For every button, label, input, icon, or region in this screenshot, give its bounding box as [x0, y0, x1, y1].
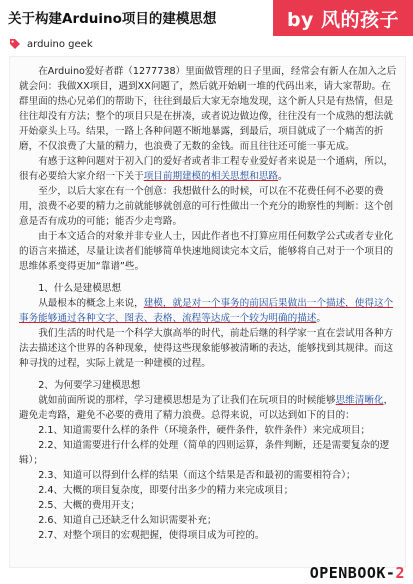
logo-text: OPENBOOK- [309, 564, 396, 582]
logo-number: 2 [395, 564, 405, 582]
list-item: 2.1、知道需要什么样的条件（环境条件，硬件条件，软件条件）来完成项目； [38, 425, 371, 436]
section-2-heading: 2、为何要学习建模思想 [38, 380, 141, 391]
list-item: 2.3、知道可以得到什么样的结果（而这个结果是否和最初的需要相符合）； [38, 470, 356, 481]
paragraph-motivation [19, 154, 398, 184]
paragraph-motivation-end: 。 [278, 171, 288, 182]
openbook-logo [310, 564, 405, 582]
section-1-definition [19, 296, 398, 326]
tag-icon [9, 38, 21, 50]
article-header [0, 0, 413, 52]
highlight-clear-thinking: 思维清晰化 [335, 395, 384, 406]
paragraph-audience: 由于本文适合的对象并非专业人士，因此作者也不打算应用任何数学公式或者专业化的语言来描述，尽量让读者们能够简单快速地阅读完本文后，能够将自己对于一个项目的思维体系变得更加“靠谱”些。 [19, 231, 394, 272]
list-item: 2.2、知道需要进行什么样的处理（简单的四则运算，条件判断，还是需要复杂的逻辑）； [19, 440, 390, 466]
goals-list [19, 423, 398, 543]
list-item: 2.7、对整个项目的宏观把握，使得项目成为可控的。 [38, 530, 265, 541]
section-2-intro [19, 393, 398, 423]
section-2-intro-lead: 就如前面所说的那样，学习建模思想是为了让我们在玩项目的时候能够 [38, 395, 336, 406]
list-item: 2.5、大概的费用开支； [38, 500, 140, 511]
paragraph-intro: 在Arduino爱好者群（1277738）里面做管理的日子里面，经常会有新人在加入之后就会问：我做XX项目，遇到XX问题了，然后就开始刷一堆的代码出来，请大家帮助。在群里面的热心兄弟们的帮助下，往往到最后大家无奈地发现，这个新人只是有热情，但是往往却没有方法；整个的项目只是在拼凑，或者说边做边像，往往没有一个成熟的想法就开始豪头上马。结果，一路上各种问题不断地暴露，到最后，项目就成了一个痛苦的折磨，不仅浪费了大量的精力，也浪费了无数的金钱。而且往往还可能一事无成。 [19, 66, 397, 152]
article-title: 关于构建Arduino项目的建模思想 [8, 11, 217, 27]
author-badge: by 风的孩子 [273, 0, 413, 36]
article-body [9, 56, 406, 568]
section-1-definition-lead: 从最根本的概念上来说， [38, 298, 144, 309]
paragraph-motivation-text: 有感于这种问题对于初入门的爱好者或者非工程专业爱好者来说是一个通病，所以，很有必要给大家介绍一下关于 [19, 156, 394, 182]
tag-label: arduino geek [27, 38, 93, 50]
tag-row[interactable] [9, 36, 93, 52]
section-2-intro-end: ，避免走弯路，避免不必要的费用了精力浪费。总得来说，可以达到如下的目的： [19, 395, 394, 421]
section-1-definition-end: 。 [316, 313, 326, 324]
section-1-heading: 1、什么是建模思想 [38, 283, 122, 294]
highlight-modeling-ideas: 项目前期建模的相关思想和思路 [143, 171, 279, 182]
section-1-paragraph-2: 我们生活的时代是一个科学大旗高举的时代，前赴后继的科学家一直在尝试用各种方法去描述这个世界的各种现象，使得这些现象能够被清晰的表达，能够找到其规律。而这种寻找的过程，实际上就是一种建模的过程。 [19, 328, 394, 369]
paragraph-benefit: 至少，以后大家在有一个创意：我想做什么的时候，可以在不花费任何不必要的费用，浪费不必要的精力之前就能够就创意的可行性做出一个充分的勘察性的判断：这个创意是否有成功的可能；能否少走弯路。 [19, 186, 394, 227]
list-item: 2.4、大概的项目复杂度，即要付出多少的精力来完成项目； [38, 485, 294, 496]
list-item: 2.6、知道自己还缺乏什么知识需要补充； [38, 515, 217, 526]
highlight-modeling-definition: 建模，就是对一个事务的前因后果做出一个描述，使得这个事务能够通过各种文字、图表、表格、流程等达成一个较为明确的描述 [19, 298, 394, 324]
